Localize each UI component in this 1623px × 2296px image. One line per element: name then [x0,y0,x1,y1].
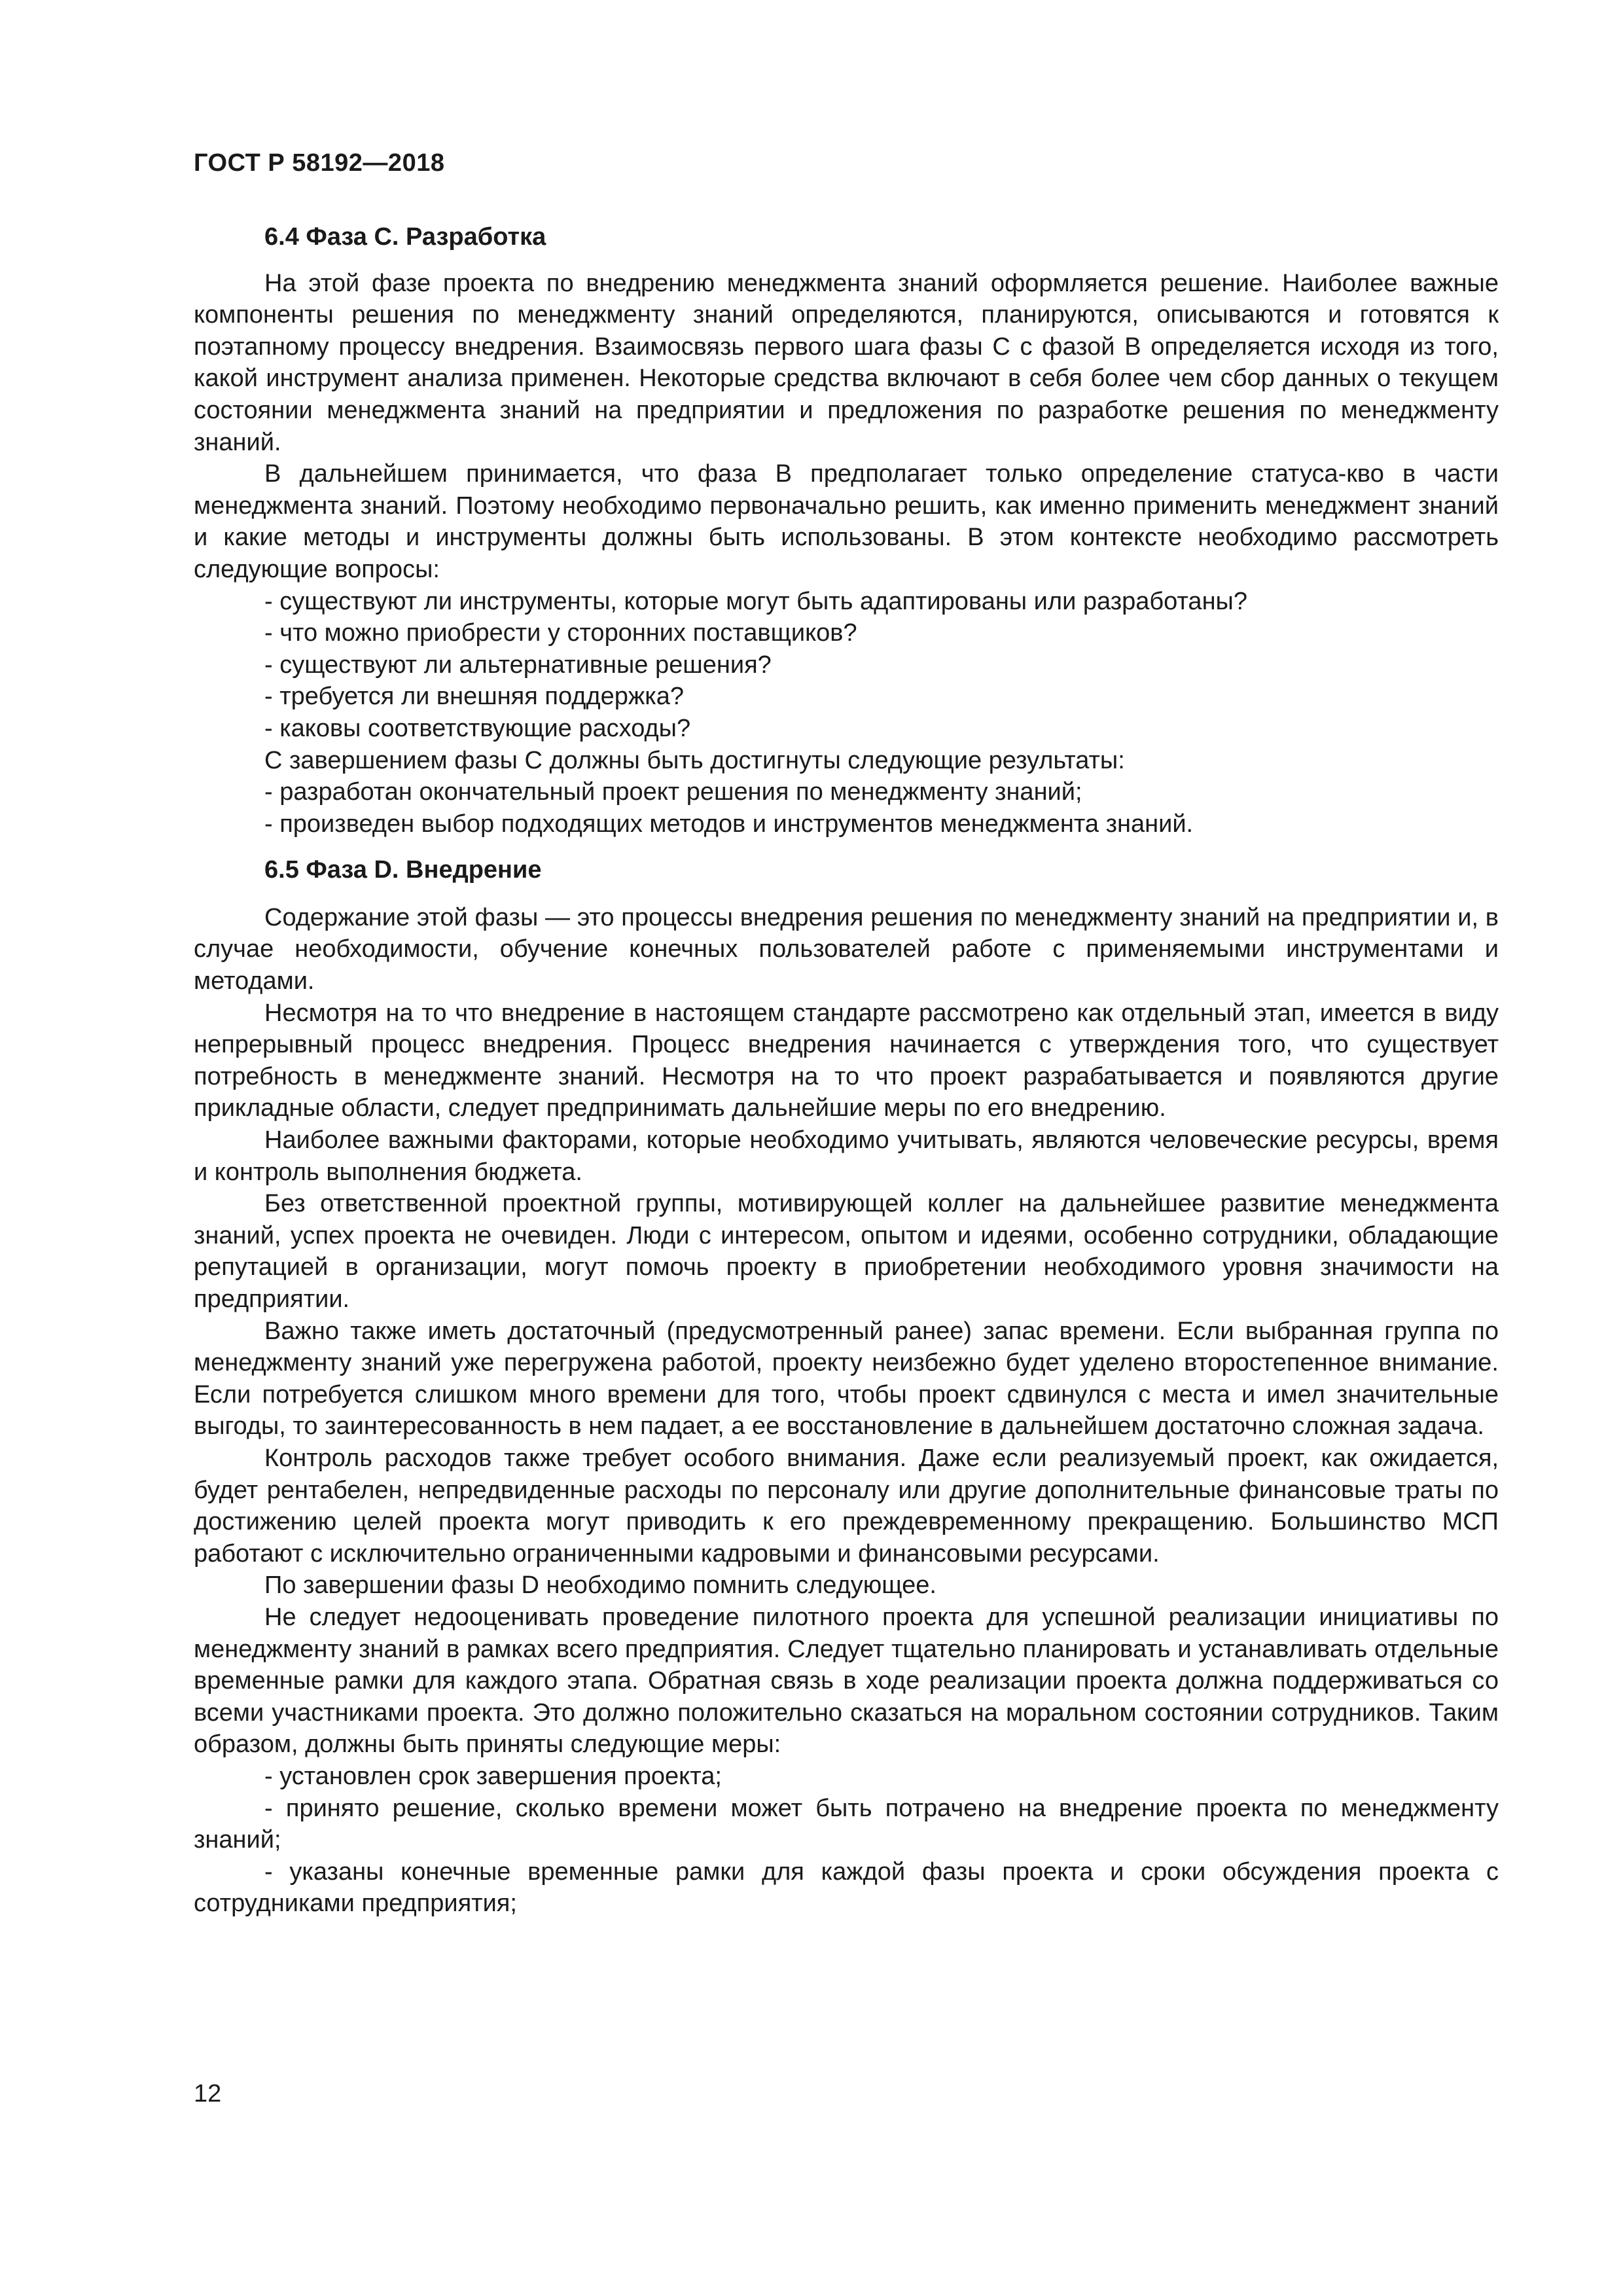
page-number: 12 [194,2080,222,2108]
list-item: - указаны конечные временные рамки для каждой фазы проекта и сроки обсуждения проекта с сотрудниками предприятия; [194,1857,1499,1918]
paragraph: Без ответственной проектной группы, мотивирующей коллег на дальнейшее развитие менеджмента знаний, успех проекта не очевиден. Люди с интересом, опытом и идеями, особенно сотрудники, обладающие репутацией в организации, могут помочь проекту в приобретении необходимого уровня значимости на предприятии. [194,1190,1499,1313]
list-item: - установлен срок завершения проекта; [264,1762,722,1790]
list-item: - каковы соответствующие расходы? [264,714,691,742]
paragraph: На этой фазе проекта по внедрению менеджмента знаний оформляется решение. Наиболее важные компоненты решения по менеджменту знаний определяются, планируются, описываются и готовятся к поэтапному процессу внедрения. Взаимосвязь первого шага фазы С с фазой В определяется исходя из того, какой инструмент анализа применен. Некоторые средства включают в себя более чем сбор данных о текущем состоянии менеджмента знаний на предприятии и предложения по разработке решения по менеджменту знаний. [194,269,1499,456]
list-item: - существуют ли альтернативные решения? [264,651,772,679]
list-item: - произведен выбор подходящих методов и инструментов менеджмента знаний. [264,810,1194,838]
paragraph: По завершении фазы D необходимо помнить следующее. [264,1571,936,1600]
document-header: ГОСТ Р 58192—2018 [194,149,445,177]
paragraph: Не следует недооценивать проведение пилотного проекта для успешной реализации инициативы по менеджменту знаний в рамках всего предприятия. Следует тщательно планировать и устанавливать отдельные временные рамки для каждого этапа. Обратная связь в ходе реализации проекта должна поддерживаться со всеми участниками проекта. Это должно положительно сказаться на моральном состоянии сотрудников. Таким образом, должны быть приняты следующие меры: [194,1603,1499,1759]
paragraph: Наиболее важными факторами, которые необходимо учитывать, являются человеческие ресурсы, время и контроль выполнения бюджета. [194,1126,1499,1186]
list-item: - разработан окончательный проект решения по менеджменту знаний; [264,778,1082,806]
paragraph: В дальнейшем принимается, что фаза В предполагает только определение статуса-кво в части менеджмента знаний. Поэтому необходимо первоначально решить, как именно применить менеджмент знаний и какие методы и инструменты должны быть использованы. В этом контексте необходимо рассмотреть следующие вопросы: [194,460,1499,583]
document-body [194,221,1499,1920]
list-item: - требуется ли внешняя поддержка? [264,683,685,711]
paragraph: Несмотря на то что внедрение в настоящем стандарте рассмотрено как отдельный этап, имеется в виду непрерывный процесс внедрения. Процесс внедрения начинается с утверждения того, что существует потребность в менеджменте знаний. Несмотря на то что проект разрабатывается и появляются другие прикладные области, следует предпринимать дальнейшие меры по его внедрению. [194,999,1499,1122]
list-item: - принято решение, сколько времени может быть потрачено на внедрение проекта по менеджменту знаний; [194,1794,1499,1854]
paragraph: Содержание этой фазы — это процессы внедрения решения по менеджменту знаний на предприятии и, в случае необходимости, обучение конечных пользователей работе с применяемыми инструментами и методами. [194,903,1499,996]
list-item: - существуют ли инструменты, которые могут быть адаптированы или разработаны? [264,587,1248,615]
list-item: - что можно приобрести у сторонних поставщиков? [264,619,857,647]
paragraph: Важно также иметь достаточный (предусмотренный ранее) запас времени. Если выбранная группа по менеджменту знаний уже перегружена работой, проекту неизбежно будет уделено второстепенное внимание. Если потребуется слишком много времени для того, чтобы проект сдвинулся с места и имел значительные выгоды, то заинтересованность в нем падает, а ее восстановление в дальнейшем достаточно сложная задача. [194,1317,1499,1441]
paragraph: Контроль расходов также требует особого внимания. Даже если реализуемый проект, как ожидается, будет рентабелен, непредвиденные расходы по персоналу или другие дополнительные финансовые траты по достижению целей проекта могут приводить к его преждевременному прекращению. Большинство МСП работают с исключительно ограниченными кадровыми и финансовыми ресурсами. [194,1444,1499,1568]
paragraph: С завершением фазы С должны быть достигнуты следующие результаты: [264,746,1125,774]
section-6-4-heading: 6.4 Фаза С. Разработка [264,223,546,251]
section-6-5-heading: 6.5 Фаза D. Внедрение [264,856,542,884]
